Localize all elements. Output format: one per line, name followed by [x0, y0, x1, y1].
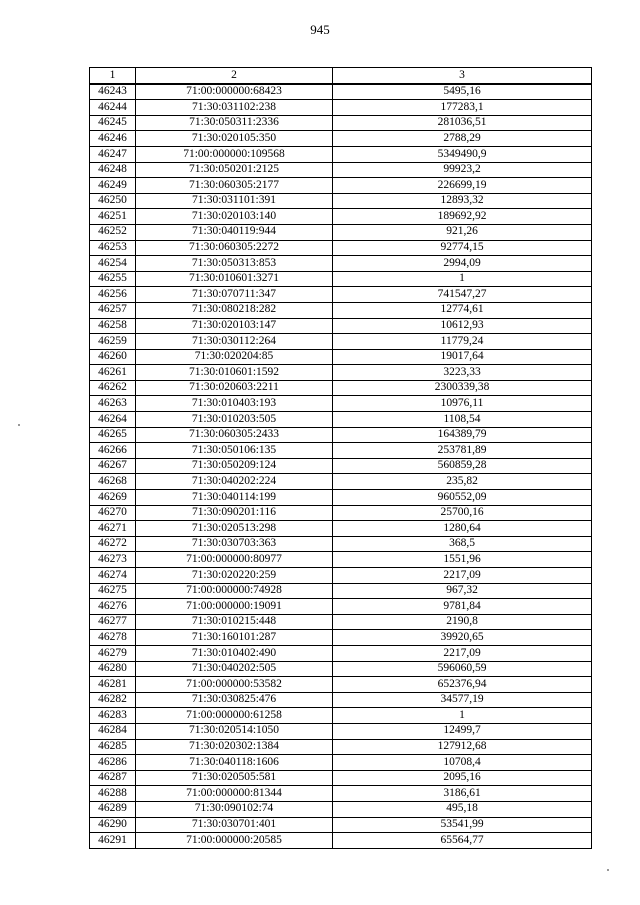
data-table	[89, 67, 592, 849]
row-number-cell: 46262	[90, 380, 136, 396]
table-row	[90, 146, 592, 162]
cadastral-number-cell: 71:30:020105:350	[136, 131, 333, 147]
row-number-cell: 46256	[90, 287, 136, 303]
row-number-cell: 46290	[90, 817, 136, 833]
table-row	[90, 599, 592, 615]
table-row	[90, 209, 592, 225]
cadastral-number-cell: 71:30:020302:1384	[136, 739, 333, 755]
row-number-cell: 46269	[90, 490, 136, 506]
table-row	[90, 458, 592, 474]
cadastral-number-cell: 71:30:010203:505	[136, 412, 333, 428]
row-number-cell: 46258	[90, 318, 136, 334]
value-cell: 3186,61	[333, 786, 592, 802]
table-row	[90, 521, 592, 537]
value-cell: 65564,77	[333, 833, 592, 849]
table-row	[90, 490, 592, 506]
cadastral-number-cell: 71:30:031101:391	[136, 193, 333, 209]
table-row	[90, 833, 592, 849]
table-row	[90, 224, 592, 240]
table-row	[90, 661, 592, 677]
row-number-cell: 46252	[90, 224, 136, 240]
table-row	[90, 645, 592, 661]
value-cell: 226699,19	[333, 178, 592, 194]
value-cell: 1	[333, 708, 592, 724]
table-row	[90, 474, 592, 490]
row-number-cell: 46266	[90, 443, 136, 459]
value-cell: 596060,59	[333, 661, 592, 677]
value-cell: 19017,64	[333, 349, 592, 365]
table-row	[90, 100, 592, 116]
value-cell: 25700,16	[333, 505, 592, 521]
cadastral-number-cell: 71:30:160101:287	[136, 630, 333, 646]
value-cell: 5349490,9	[333, 146, 592, 162]
table-row	[90, 349, 592, 365]
value-cell: 34577,19	[333, 692, 592, 708]
cadastral-number-cell: 71:00:000000:80977	[136, 552, 333, 568]
page-number: 945	[310, 22, 330, 37]
cadastral-number-cell: 71:30:020514:1050	[136, 723, 333, 739]
row-number-cell: 46257	[90, 302, 136, 318]
cadastral-number-cell: 71:30:090102:74	[136, 801, 333, 817]
row-number-cell: 46284	[90, 723, 136, 739]
row-number-cell: 46243	[90, 84, 136, 100]
row-number-cell: 46276	[90, 599, 136, 615]
header-row	[90, 68, 592, 84]
value-cell: 2788,29	[333, 131, 592, 147]
row-number-cell: 46267	[90, 458, 136, 474]
row-number-cell: 46246	[90, 131, 136, 147]
table-row	[90, 770, 592, 786]
table-header	[90, 68, 592, 84]
table-row	[90, 178, 592, 194]
table-row	[90, 380, 592, 396]
cadastral-number-cell: 71:00:000000:68423	[136, 84, 333, 100]
table-row	[90, 755, 592, 771]
cadastral-number-cell: 71:30:030703:363	[136, 536, 333, 552]
table-row	[90, 786, 592, 802]
row-number-cell: 46277	[90, 614, 136, 630]
row-number-cell: 46251	[90, 209, 136, 225]
column-header-2: 2	[136, 68, 333, 84]
row-number-cell: 46289	[90, 801, 136, 817]
value-cell: 1	[333, 271, 592, 287]
row-number-cell: 46247	[90, 146, 136, 162]
table-row	[90, 115, 592, 131]
table-row	[90, 412, 592, 428]
column-header-3: 3	[333, 68, 592, 84]
cadastral-number-cell: 71:30:020220:259	[136, 568, 333, 584]
row-number-cell: 46270	[90, 505, 136, 521]
row-number-cell: 46268	[90, 474, 136, 490]
table-row	[90, 630, 592, 646]
row-number-cell: 46265	[90, 427, 136, 443]
table-row	[90, 817, 592, 833]
value-cell: 2300339,38	[333, 380, 592, 396]
value-cell: 12774,61	[333, 302, 592, 318]
table-row	[90, 365, 592, 381]
value-cell: 652376,94	[333, 677, 592, 693]
cadastral-number-cell: 71:30:010402:490	[136, 645, 333, 661]
table-row	[90, 287, 592, 303]
table-row	[90, 193, 592, 209]
table-row	[90, 568, 592, 584]
cadastral-number-cell: 71:00:000000:61258	[136, 708, 333, 724]
value-cell: 2095,16	[333, 770, 592, 786]
cadastral-number-cell: 71:30:020103:147	[136, 318, 333, 334]
cadastral-number-cell: 71:30:031102:238	[136, 100, 333, 116]
row-number-cell: 46255	[90, 271, 136, 287]
row-number-cell: 46253	[90, 240, 136, 256]
value-cell: 235,82	[333, 474, 592, 490]
table-row	[90, 614, 592, 630]
table-row	[90, 552, 592, 568]
value-cell: 10976,11	[333, 396, 592, 412]
cadastral-number-cell: 71:30:040118:1606	[136, 755, 333, 771]
table-row	[90, 318, 592, 334]
cadastral-number-cell: 71:30:040202:224	[136, 474, 333, 490]
cadastral-number-cell: 71:30:050201:2125	[136, 162, 333, 178]
value-cell: 2190,8	[333, 614, 592, 630]
cadastral-number-cell: 71:30:050106:135	[136, 443, 333, 459]
value-cell: 368,5	[333, 536, 592, 552]
cadastral-number-cell: 71:30:080218:282	[136, 302, 333, 318]
value-cell: 127912,68	[333, 739, 592, 755]
row-number-cell: 46288	[90, 786, 136, 802]
value-cell: 2217,09	[333, 568, 592, 584]
row-number-cell: 46259	[90, 334, 136, 350]
value-cell: 9781,84	[333, 599, 592, 615]
row-number-cell: 46245	[90, 115, 136, 131]
table-row	[90, 162, 592, 178]
cadastral-number-cell: 71:00:000000:53582	[136, 677, 333, 693]
value-cell: 99923,2	[333, 162, 592, 178]
row-number-cell: 46278	[90, 630, 136, 646]
table-row	[90, 84, 592, 100]
cadastral-number-cell: 71:00:000000:19091	[136, 599, 333, 615]
row-number-cell: 46271	[90, 521, 136, 537]
row-number-cell: 46261	[90, 365, 136, 381]
row-number-cell: 46285	[90, 739, 136, 755]
table-row	[90, 583, 592, 599]
cadastral-number-cell: 71:30:020603:2211	[136, 380, 333, 396]
table-row	[90, 801, 592, 817]
table-row	[90, 536, 592, 552]
row-number-cell: 46283	[90, 708, 136, 724]
value-cell: 967,32	[333, 583, 592, 599]
cadastral-number-cell: 71:00:000000:20585	[136, 833, 333, 849]
column-header-1: 1	[90, 68, 136, 84]
cadastral-number-cell: 71:30:050313:853	[136, 256, 333, 272]
row-number-cell: 46287	[90, 770, 136, 786]
table-body	[90, 84, 592, 849]
table-row	[90, 723, 592, 739]
table-row	[90, 396, 592, 412]
table-row	[90, 708, 592, 724]
table-row	[90, 271, 592, 287]
row-number-cell: 46286	[90, 755, 136, 771]
row-number-cell: 46263	[90, 396, 136, 412]
table-row	[90, 692, 592, 708]
cadastral-number-cell: 71:30:070711:347	[136, 287, 333, 303]
row-number-cell: 46254	[90, 256, 136, 272]
table-row	[90, 334, 592, 350]
table-row	[90, 739, 592, 755]
value-cell: 177283,1	[333, 100, 592, 116]
value-cell: 53541,99	[333, 817, 592, 833]
scan-speck	[607, 869, 609, 871]
row-number-cell: 46291	[90, 833, 136, 849]
row-number-cell: 46275	[90, 583, 136, 599]
table-row	[90, 427, 592, 443]
cadastral-number-cell: 71:30:020204:85	[136, 349, 333, 365]
cadastral-number-cell: 71:30:090201:116	[136, 505, 333, 521]
value-cell: 495,18	[333, 801, 592, 817]
table-row	[90, 302, 592, 318]
cadastral-number-cell: 71:30:010601:3271	[136, 271, 333, 287]
cadastral-number-cell: 71:00:000000:109568	[136, 146, 333, 162]
cadastral-number-cell: 71:30:030701:401	[136, 817, 333, 833]
value-cell: 12499,7	[333, 723, 592, 739]
value-cell: 10612,93	[333, 318, 592, 334]
scan-speck	[18, 424, 20, 426]
row-number-cell: 46249	[90, 178, 136, 194]
value-cell: 1551,96	[333, 552, 592, 568]
cadastral-number-cell: 71:30:030112:264	[136, 334, 333, 350]
value-cell: 5495,16	[333, 84, 592, 100]
cadastral-number-cell: 71:30:060305:2433	[136, 427, 333, 443]
row-number-cell: 46264	[90, 412, 136, 428]
table-row	[90, 240, 592, 256]
cadastral-number-cell: 71:30:010601:1592	[136, 365, 333, 381]
cadastral-number-cell: 71:30:020513:298	[136, 521, 333, 537]
table-row	[90, 443, 592, 459]
table-row	[90, 131, 592, 147]
value-cell: 189692,92	[333, 209, 592, 225]
table-row	[90, 505, 592, 521]
value-cell: 2217,09	[333, 645, 592, 661]
cadastral-number-cell: 71:30:040114:199	[136, 490, 333, 506]
cadastral-number-cell: 71:30:060305:2177	[136, 178, 333, 194]
value-cell: 10708,4	[333, 755, 592, 771]
row-number-cell: 46244	[90, 100, 136, 116]
cadastral-number-cell: 71:00:000000:74928	[136, 583, 333, 599]
row-number-cell: 46272	[90, 536, 136, 552]
value-cell: 1280,64	[333, 521, 592, 537]
value-cell: 960552,09	[333, 490, 592, 506]
table-row	[90, 677, 592, 693]
row-number-cell: 46279	[90, 645, 136, 661]
value-cell: 560859,28	[333, 458, 592, 474]
value-cell: 2994,09	[333, 256, 592, 272]
value-cell: 164389,79	[333, 427, 592, 443]
row-number-cell: 46280	[90, 661, 136, 677]
value-cell: 12893,32	[333, 193, 592, 209]
cadastral-number-cell: 71:30:020505:581	[136, 770, 333, 786]
value-cell: 3223,33	[333, 365, 592, 381]
row-number-cell: 46260	[90, 349, 136, 365]
row-number-cell: 46248	[90, 162, 136, 178]
row-number-cell: 46273	[90, 552, 136, 568]
row-number-cell: 46274	[90, 568, 136, 584]
cadastral-number-cell: 71:00:000000:81344	[136, 786, 333, 802]
row-number-cell: 46250	[90, 193, 136, 209]
row-number-cell: 46282	[90, 692, 136, 708]
cadastral-number-cell: 71:30:060305:2272	[136, 240, 333, 256]
row-number-cell: 46281	[90, 677, 136, 693]
cadastral-number-cell: 71:30:010403:193	[136, 396, 333, 412]
value-cell: 253781,89	[333, 443, 592, 459]
cadastral-number-cell: 71:30:020103:140	[136, 209, 333, 225]
value-cell: 39920,65	[333, 630, 592, 646]
cadastral-number-cell: 71:30:040202:505	[136, 661, 333, 677]
value-cell: 11779,24	[333, 334, 592, 350]
value-cell: 92774,15	[333, 240, 592, 256]
table-row	[90, 256, 592, 272]
cadastral-number-cell: 71:30:040119:944	[136, 224, 333, 240]
value-cell: 1108,54	[333, 412, 592, 428]
cadastral-number-cell: 71:30:010215:448	[136, 614, 333, 630]
value-cell: 741547,27	[333, 287, 592, 303]
value-cell: 921,26	[333, 224, 592, 240]
value-cell: 281036,51	[333, 115, 592, 131]
cadastral-number-cell: 71:30:050209:124	[136, 458, 333, 474]
cadastral-number-cell: 71:30:050311:2336	[136, 115, 333, 131]
cadastral-number-cell: 71:30:030825:476	[136, 692, 333, 708]
